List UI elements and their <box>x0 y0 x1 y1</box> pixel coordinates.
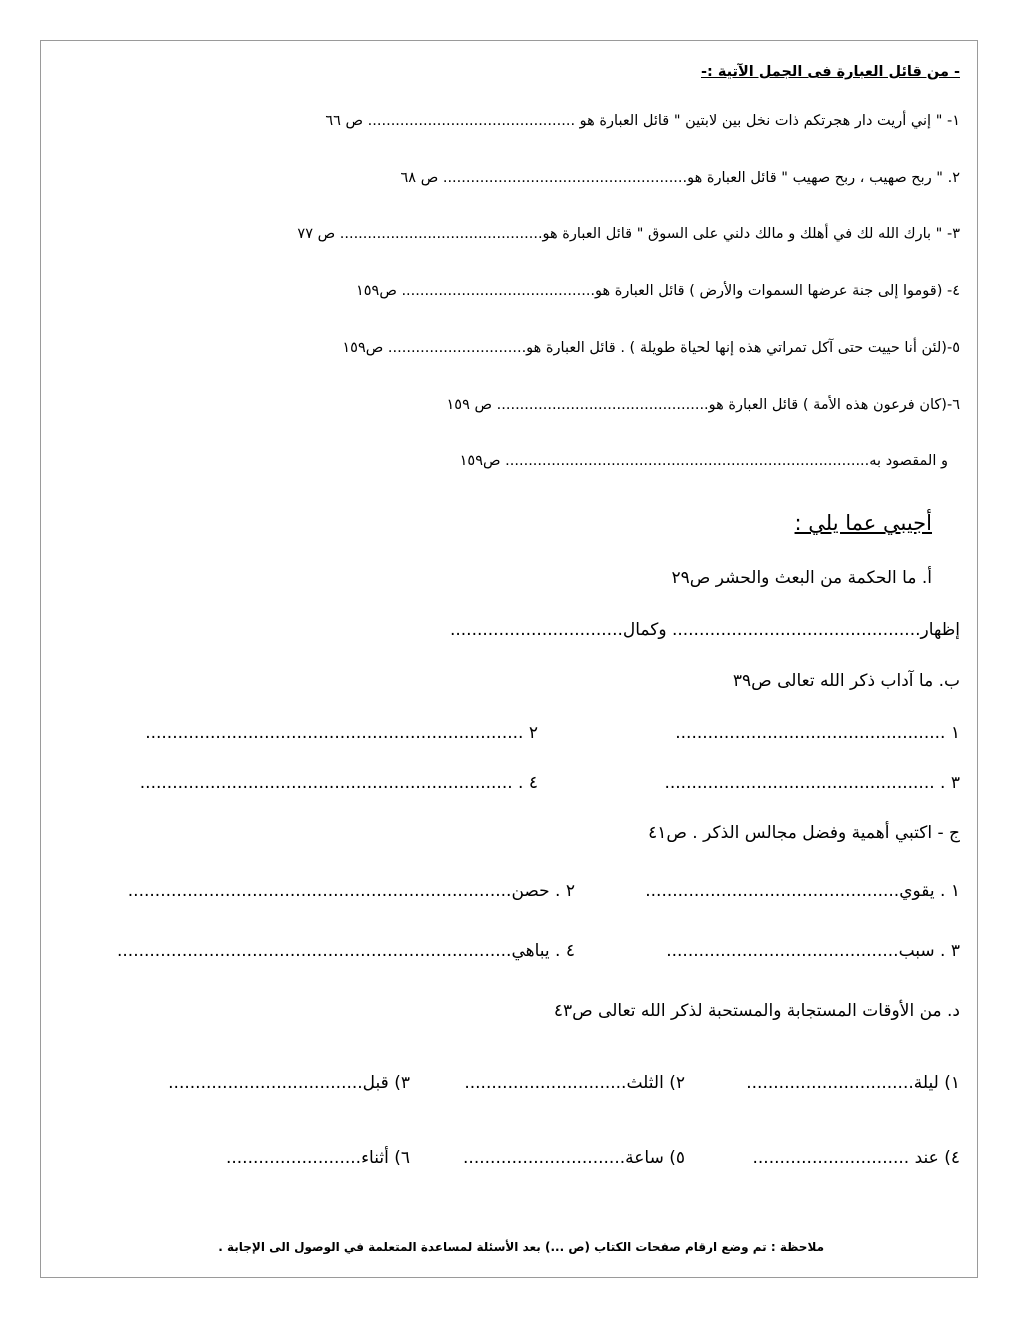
section1-item-1: ١- " إني أريت دار هجرتكم ذات نخل بين لابتين " قائل العبارة هو ............................................. ص ٦٦ <box>325 113 960 129</box>
section1-item-2: ٢. " ربح صهيب ، ربح صهيب " قائل العبارة هو..................................................... ص ٦٨ <box>400 170 960 186</box>
question-d: د. من الأوقات المستجابة والمستحبة لذكر الله تعالى ص٤٣ <box>553 1001 960 1021</box>
answer-c-4: ٤ . يباهي......................................................................... <box>116 941 575 961</box>
section1-item-7: و المقصود به............................................................................... ص١٥٩ <box>459 453 948 469</box>
section1-item-3: ٣- " بارك الله لك في أهلك و مالك دلني على السوق " قائل العبارة هو............................................ ص ٧٧ <box>297 226 960 242</box>
answer-b-4: ٤ . ..................................................................... <box>139 773 538 793</box>
footnote: ملاحظة : تم وضع ارقام صفحات الكتاب (ص ...) بعد الأسئلة لمساعدة المتعلمة في الوصول الى الإجابة . <box>218 1240 824 1254</box>
answer-b-1: ١ .................................................. <box>675 723 960 743</box>
question-c: ج - اكتبي أهمية وفضل مجالس الذكر . ص٤١ <box>648 823 960 843</box>
answer-d-2: ٢) الثلث.............................. <box>464 1073 685 1093</box>
section1-title: - من قائل العبارة فى الجمل الآتية :- <box>700 64 960 80</box>
answer-d-6: ٦) أثناء......................... <box>225 1148 410 1168</box>
section2-heading: أجيبي عما يلي : <box>794 511 932 535</box>
question-a: أ. ما الحكمة من البعث والحشر ص٢٩ <box>671 568 932 588</box>
answer-b-3: ٣ . .................................................. <box>664 773 960 793</box>
answer-a: إظهار.............................................. وكمال................................ <box>449 620 960 640</box>
answer-d-5: ٥) ساعة.............................. <box>463 1148 685 1168</box>
answer-d-1: ١) ليلة............................... <box>746 1073 960 1093</box>
answer-d-4: ٤) عند ............................. <box>752 1148 960 1168</box>
answer-c-1: ١ . يقوي............................................... <box>645 881 960 901</box>
question-b: ب. ما آداب ذكر الله تعالى ص٣٩ <box>732 671 960 691</box>
answer-d-3: ٣) قبل.................................... <box>168 1073 410 1093</box>
section1-item-5: ٥-(لئن أنا حييت حتى آكل تمراتي هذه إنها لحياة طويلة ) . قائل العبارة هو.............................. ص١٥٩ <box>342 340 960 356</box>
section1-item-6: ٦-(كان فرعون هذه الأمة ) قائل العبارة هو.............................................. ص ١٥٩ <box>446 397 960 413</box>
section1-item-4: ٤- (قوموا إلى جنة عرضها السموات والأرض ) قائل العبارة هو.......................................... ص١٥٩ <box>355 283 960 299</box>
answer-c-2: ٢ . حصن....................................................................... <box>127 881 575 901</box>
answer-c-3: ٣ . سبب........................................... <box>666 941 960 961</box>
answer-b-2: ٢ ...................................................................... <box>145 723 538 743</box>
